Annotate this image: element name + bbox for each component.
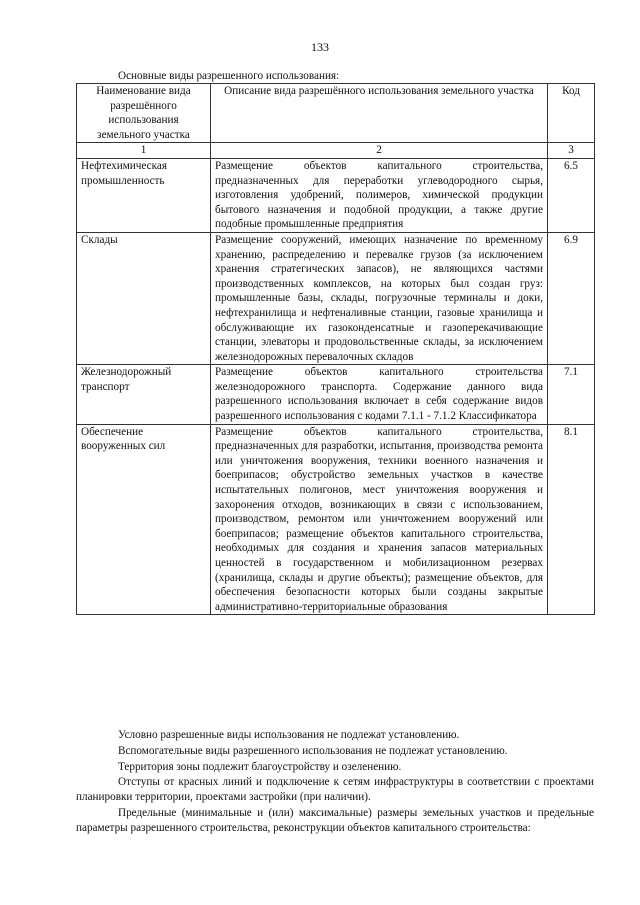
table-header-row (77, 84, 595, 143)
header-description: Описание вида разрешённого использования земельного участка (211, 84, 548, 143)
table-row (77, 158, 595, 232)
paragraph-text: Территория зоны подлежит благоустройству и озеленению. (118, 761, 402, 773)
use-code: 8.1 (548, 424, 595, 615)
use-name: Обеспечение вооруженных сил (77, 424, 211, 615)
header-code: Код (548, 84, 595, 143)
use-description: Размещение объектов капитального строительства железнодорожного транспорта. Содержание данного вида разрешенного использования включает в себя содержание видов разрешенного использования с кодами 7.1.1 - 7.1.2 Классификатора (211, 365, 548, 424)
use-description: Размещение объектов капитального строительства, предназначенных для переработки углеводородного сырья, изготовления удобрений, полимеров, химической продукции бытового назначения и подобной продукции, а также другие подобные промышленные предприятия (211, 158, 548, 232)
table-row (77, 232, 595, 364)
use-name: Склады (77, 232, 211, 364)
column-number: 1 (77, 143, 211, 159)
table-row (77, 365, 595, 424)
column-number: 2 (211, 143, 548, 159)
paragraph-text: Условно разрешенные виды использования не подлежат установлению. (118, 729, 460, 741)
paragraph-text: Предельные (минимальные и (или) максимальные) размеры земельных участков и предельные параметры разрешенного строительства, реконструкции объектов капитального строительства: (76, 807, 594, 834)
header-name: Наименование вида разрешённого использования земельного участка (77, 84, 211, 143)
use-name: Нефтехимическая промышленность (77, 158, 211, 232)
paragraph-auxiliary-uses (76, 744, 594, 759)
use-description: Размещение объектов капитального строительства, предназначенных для разработки, испытания, производства ремонта или уничтожения вооружения, техники военного назначения и боеприпасов; обустройство земельных участков в качестве испытательных полигонов, мест уничтожения вооружения и захоронения отходов, возникающих в связи с использованием, производством, ремонтом или уничтожением вооружений или боеприпасов; размещение объектов капитального строительства, необходимых для создания и хранения запасов материальных ценностей в государственном и мобилизационном резервах (хранилища, склады и другие объекты); размещение объектов, для обеспечения безопасности которых были созданы закрытые административно-территориальные образования (211, 424, 548, 615)
column-number: 3 (548, 143, 595, 159)
table-row (77, 424, 595, 615)
use-code: 6.9 (548, 232, 595, 364)
paragraph-landscaping (76, 760, 594, 775)
page-number: 133 (311, 40, 329, 54)
column-number-row (77, 143, 595, 159)
use-code: 6.5 (548, 158, 595, 232)
section-intro: Основные виды разрешенного использования: (118, 70, 340, 82)
use-code: 7.1 (548, 365, 595, 424)
paragraph-setbacks (76, 775, 594, 804)
use-name: Железнодорожный транспорт (77, 365, 211, 424)
paragraph-text: Вспомогательные виды разрешенного использования не подлежат установлению. (118, 745, 508, 757)
paragraph-conditional-uses (76, 728, 594, 743)
land-use-table (76, 83, 595, 615)
paragraph-text: Отступы от красных линий и подключение к сетям инфраструктуры в соответствии с проектами планировки территории, проектами застройки (при наличии). (76, 776, 594, 803)
use-description: Размещение сооружений, имеющих назначение по временному хранению, распределению и перевалке грузов (за исключением хранения стратегических запасов), не являющихся частями производственных комплексов, на которых был создан груз: промышленные базы, склады, погрузочные терминалы и доки, нефтехранилища и нефтеналивные станции, газовые хранилища и обслуживающие их газоконденсатные и газоперекачивающие станции, элеваторы и продовольственные склады, за исключением железнодорожных перевалочных складов (211, 232, 548, 364)
paragraph-limits (76, 806, 594, 835)
